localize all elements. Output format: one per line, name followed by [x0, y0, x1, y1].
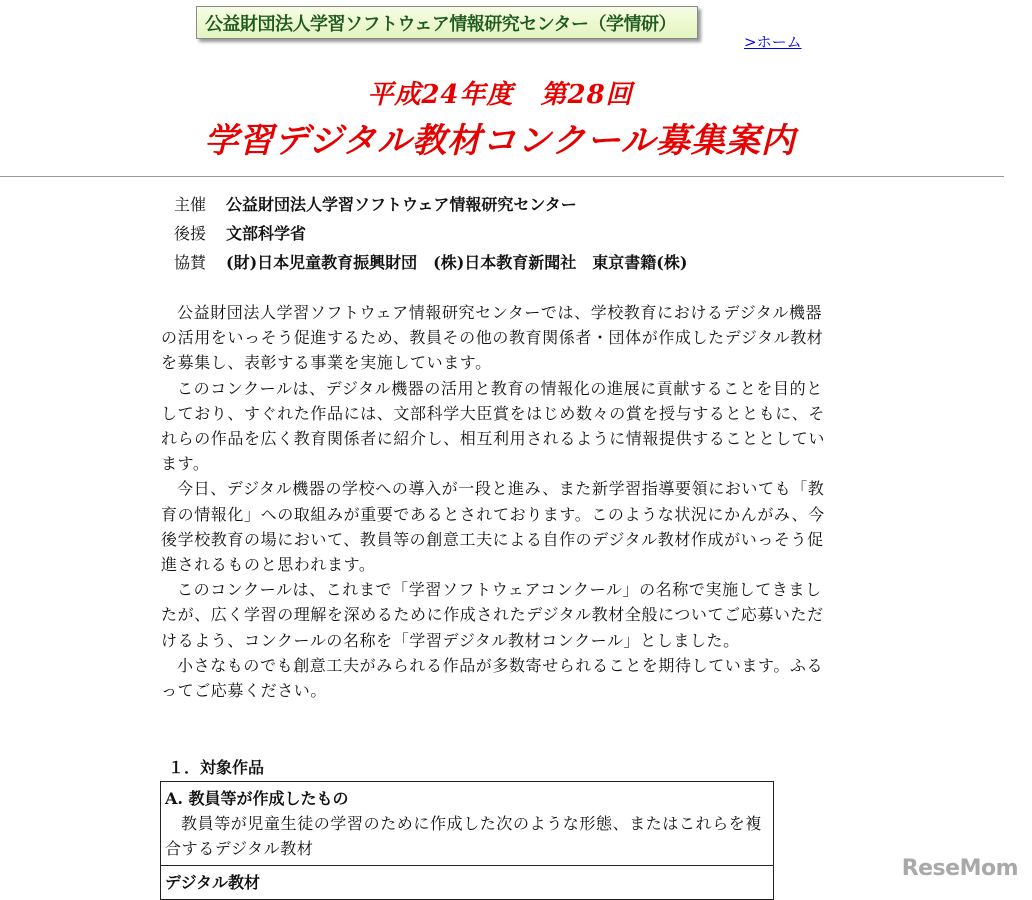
intro-paragraph: このコンクールは、デジタル機器の活用と教育の情報化の進展に貢献することを目的としており、すぐれた作品には、文部科学大臣賞をはじめ数々の賞を授与するとともに、それらの作品を広く教育関係者に紹介し、相互利用されるように情報提供することとしています。 [161, 378, 826, 474]
intro-text [161, 300, 829, 703]
sponsor-label: 協賛 [174, 253, 207, 272]
intro-paragraph: 公益財団法人学習ソフトウェア情報研究センターでは、学校教育におけるデジタル機器の活用をいっそう促進するため、教員その他の教育関係者・団体が作成したデジタル教材を募集し、表彰する事業を実施しています。 [161, 303, 824, 373]
sponsor-list [174, 193, 687, 280]
logo-banner[interactable] [196, 6, 698, 39]
sponsor-value: 公益財団法人学習ソフトウェア情報研究センター [226, 195, 577, 214]
target-works-table [160, 781, 774, 900]
intro-paragraph: 小さなものでも創意工夫がみられる作品が多数寄せられることを期待しています。ふるってご応募ください。 [161, 655, 824, 701]
home-link[interactable]: >ホーム [744, 33, 802, 51]
horizontal-divider [0, 176, 1004, 177]
table-cell-digital-material [161, 866, 774, 900]
sponsor-label: 後援 [174, 224, 207, 243]
category-title: デジタル教材 [165, 873, 261, 892]
sponsor-value: 文部科学省 [226, 224, 307, 243]
sponsor-value: (財)日本児童教育振興財団 (株)日本教育新聞社 東京書籍(株) [226, 253, 688, 272]
category-title: A. 教員等が作成したもの [165, 789, 349, 808]
table-cell-category-a [161, 782, 774, 866]
intro-paragraph: このコンクールは、これまで「学習ソフトウェアコンクール」の名称で実施してきましたが、広く学習の理解を深めるために作成されたデジタル教材全般についてご応募いただけるよう、コンクールの名称を「学習デジタル教材コンクール」としました。 [161, 580, 824, 650]
table-row [161, 866, 774, 900]
page-title-year: 平成24年度 第28回 [367, 80, 633, 110]
page-title: 学習デジタル教材コンクール募集案内 [204, 121, 796, 161]
sponsor-row-organizer [174, 193, 687, 222]
sponsor-row-support [174, 222, 687, 251]
section-heading-target-works: １．対象作品 [168, 758, 265, 777]
table-row [161, 782, 774, 866]
logo-text: 公益財団法人学習ソフトウェア情報研究センター（学情研） [205, 13, 677, 35]
sponsor-label: 主催 [174, 195, 207, 214]
intro-paragraph: 今日、デジタル機器の学校への導入が一段と進み、また新学習指導要領においても「教育の情報化」への取組みが重要であるとされております。このような状況にかんがみ、今後学校教育の場において、教員等の創意工夫による自作のデジタル教材作成がいっそう促進されるものと思われます。 [161, 479, 825, 575]
category-description: 教員等が児童生徒の学習のために作成した次のような形態、またはこれらを複合するデジタル教材 [165, 814, 763, 858]
watermark-logo: ReseMom [901, 856, 1018, 881]
sponsor-row-cosponsor [174, 251, 687, 280]
